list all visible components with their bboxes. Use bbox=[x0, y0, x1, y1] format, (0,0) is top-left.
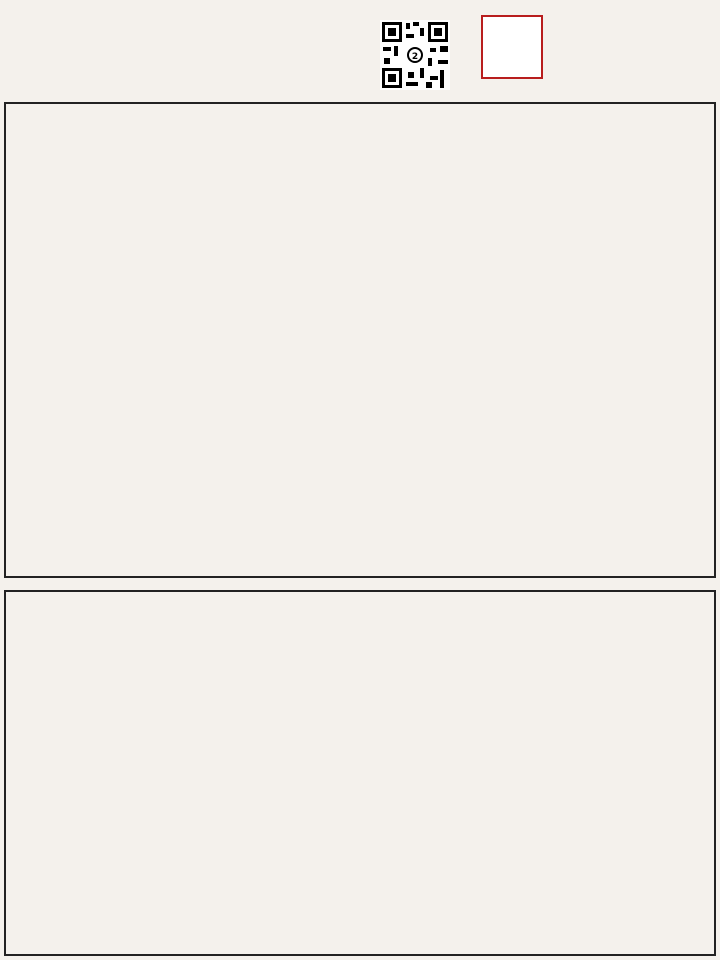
yearly-table bbox=[4, 590, 716, 956]
red-seal-stamp bbox=[481, 15, 543, 79]
svg-text:2: 2 bbox=[411, 52, 419, 62]
header bbox=[0, 0, 720, 100]
qr-code-icon[interactable] bbox=[380, 20, 450, 90]
chart-grid bbox=[4, 102, 716, 578]
